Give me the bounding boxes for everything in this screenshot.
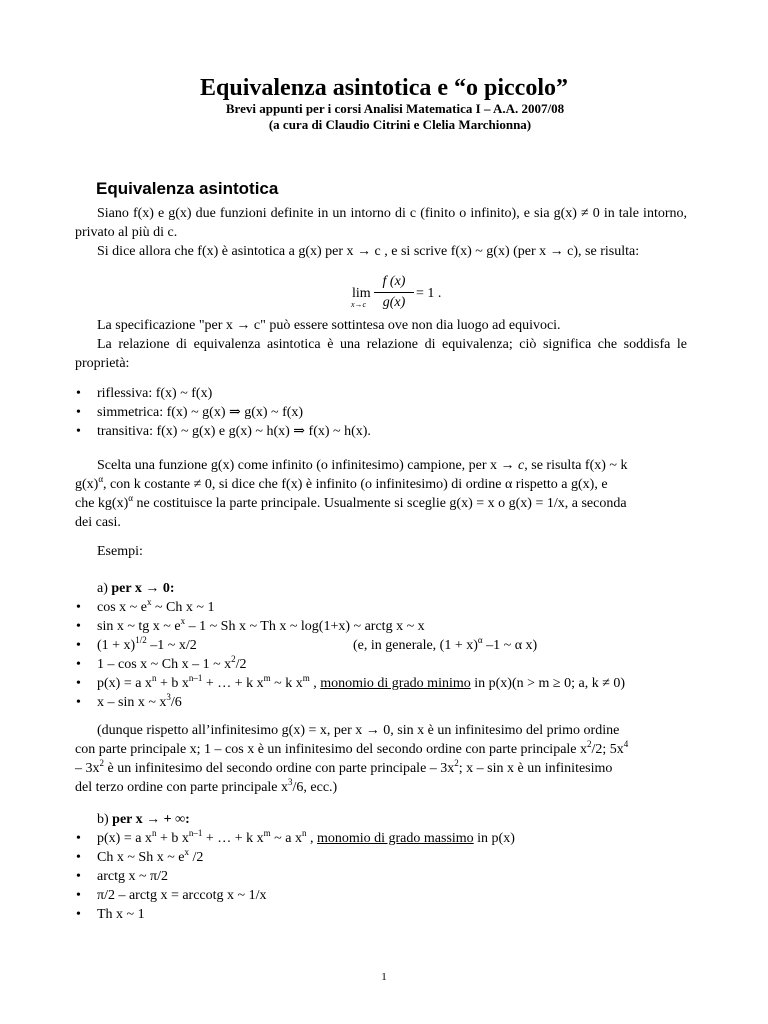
section-heading: Equivalenza asintotica [96, 179, 279, 198]
property-transitive: • transitiva: f(x) ~ g(x) e g(x) ~ h(x) ⇒ f(x) ~ h(x). [75, 422, 687, 441]
choice-paragraph [75, 456, 687, 532]
example-a-6: • x – sin x ~ $x^3/6$ [75, 693, 687, 712]
example-a-3: • $(1 + x)^{1/2}$ –1 ~ x/2 (e, in generale, $(1 + x)^\alpha$ –1 ~ α x) [75, 636, 687, 655]
paragraph-definition-domain: Siano f(x) e g(x) due funzioni definite in un intorno di c (finito o infinito), e sia g(x) ≠ 0 in tale intorno, privato al più di c. [75, 206, 687, 240]
examples-label: Esempi: [97, 544, 143, 559]
note-line-1: (dunque rispetto all’infinitesimo g(x) = x, per x → 0, sin x è un infinitesimo del primo ordine [97, 723, 620, 738]
case-b-title: per x → + ∞: [112, 812, 190, 827]
properties-list [75, 384, 687, 441]
choice-line-3: che $kg(x)^\alpha$ ne costituisce la parte principale. Usualmente si sceglie g(x) = x o g(x) = 1/x, a seconda [75, 493, 627, 511]
example-b-4: • π/2 – arctg x = arccotg x ~ 1/x [75, 886, 687, 905]
note-line-2: con parte principale x; 1 – cos x è un infinitesimo del secondo ordine con parte principale $x^2/2$; $5x^4$ [75, 739, 629, 757]
choice-line-1: Scelta una funzione g(x) come infinito (o infinitesimo) campione, per x → c, se risulta f(x) ~ k [97, 458, 628, 473]
example-a-2: • sin x ~ tg x ~ $e^x - 1$ ~ Sh x ~ Th x ~ log(1+x) ~ arctg x ~ x [75, 617, 687, 636]
example-a-3-general: (e, in generale, $(1 + x)^\alpha$ –1 ~ α x) [353, 635, 538, 653]
underlined-min-degree: monomio di grado minimo [320, 676, 471, 691]
examples-b-list [75, 829, 687, 924]
choice-line-2: $g(x)^\alpha$, con k costante ≠ 0, si dice che f(x) è infinito (o infinitesimo) di ordine α rispetto a g(x), e [75, 474, 608, 492]
limit-subscript: x→c [351, 300, 367, 309]
paragraph-relation: La relazione di equivalenza asintotica è una relazione di equivalenza; ciò significa che soddisfa le proprietà: [75, 337, 687, 371]
example-a-5: • p(x) = a $x^n + b$ $x^{n-1}$ + … + k $x^m$ ~ k $x^m$ , monomio di grado minimo in p(x)(n > m ≥ 0; a, k ≠ 0) [75, 674, 687, 693]
document-title: Equivalenza asintotica e “o piccolo” [200, 75, 568, 101]
limit-operator: lim [352, 286, 371, 301]
choice-line-4: dei casi. [75, 515, 121, 530]
document-subtitle: Brevi appunti per i corsi Analisi Matematica I – A.A. 2007/08 [225, 101, 565, 116]
paragraph-specification: La specificazione "per x → c" può essere sottintesa ove non dia luogo ad equivoci. [97, 318, 561, 333]
properties-list-wrap [75, 384, 687, 441]
examples-label-wrap [75, 542, 687, 561]
document-authors: (a cura di Claudio Citrini e Clelia Marchionna) [268, 117, 532, 132]
note-line-3: – $3x^2$ è un infinitesimo del secondo ordine con parte principale – $3x^2$; x – sin x è un infinitesimo [75, 758, 613, 776]
example-b-2: • Ch x ~ Sh x ~ $e^x$ /2 [75, 848, 687, 867]
example-a-1: • cos x ~ $e^x$ ~ Ch x ~ 1 [75, 598, 687, 617]
examples-a-wrap [75, 598, 687, 712]
example-b-1: • p(x) = a $x^n + b$ $x^{n-1}$ + … + k $x^m$ ~ a $x^n$ , monomio di grado massimo in p(x) [75, 829, 687, 848]
intro-block [75, 204, 687, 261]
example-b-5: • Th x ~ 1 [75, 905, 687, 924]
examples-a-list [75, 598, 687, 712]
relation-block [75, 316, 687, 373]
case-a-heading: a) per x → 0: [97, 581, 175, 596]
case-b-heading: b) per x → + ∞: [97, 812, 190, 827]
example-a-4: • 1 – cos x ~ Ch x – 1 ~ $x^2/2$ [75, 655, 687, 674]
fraction-denominator: g(x) [382, 295, 406, 310]
underlined-max-degree: monomio di grado massimo [316, 831, 474, 846]
property-symmetric: • simmetrica: f(x) ~ g(x) ⇒ g(x) ~ f(x) [75, 403, 687, 422]
paragraph-definition: Si dice allora che f(x) è asintotica a g(x) per x → c , e si scrive f(x) ~ g(x) (per x → c), se risulta: [97, 244, 640, 259]
case-a-title: per x → 0: [111, 581, 175, 596]
example-b-3: • arctg x ~ π/2 [75, 867, 687, 886]
note-line-4: del terzo ordine con parte principale $x^3/6$, ecc.) [75, 777, 338, 795]
examples-b-wrap [75, 829, 687, 924]
fraction-numerator: f (x) [382, 274, 406, 289]
property-reflexive: • riflessiva: f(x) ~ f(x) [75, 384, 687, 403]
formula-result: = 1 . [416, 286, 442, 301]
note-paragraph [75, 721, 687, 797]
page-number: 1 [381, 971, 387, 983]
limit-formula [0, 272, 768, 314]
